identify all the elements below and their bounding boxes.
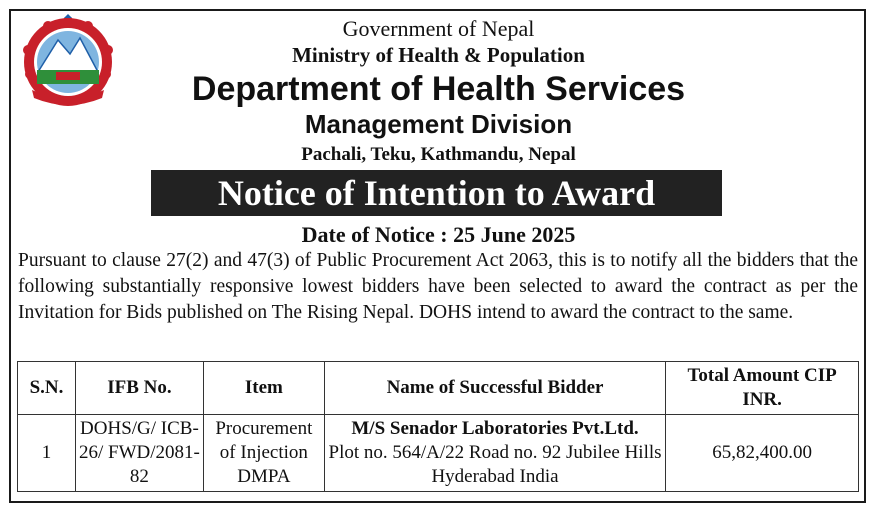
address-line: Pachali, Teku, Kathmandu, Nepal: [301, 144, 576, 165]
header-item: Item: [203, 362, 324, 415]
notice-title: Notice of Intention to Award: [151, 170, 722, 216]
header-bidder: Name of Successful Bidder: [324, 362, 665, 415]
cell-item: Procurement of Injection DMPA: [203, 415, 324, 492]
notice-date: Date of Notice : 25 June 2025: [301, 222, 576, 247]
award-table: [17, 361, 859, 492]
government-heading: Government of Nepal: [342, 16, 535, 41]
header-sn: S.N.: [18, 362, 76, 415]
header-amount: Total Amount CIP INR.: [666, 362, 859, 415]
ministry-heading: Ministry of Health & Population: [292, 43, 585, 67]
notice-paragraph: Pursuant to clause 27(2) and 47(3) of Public Procurement Act 2063, this is to notify all the bidders that the following substantially responsive lowest bidders have been selected to award the contract as per the Invitation for Bids published on The Rising Nepal. DOHS intend to award the contract to the same.: [18, 250, 858, 323]
cell-bidder: [324, 415, 665, 492]
header-ifb-no: IFB No.: [75, 362, 203, 415]
department-heading: Department of Health Services: [191, 70, 686, 108]
table-row: [18, 415, 859, 492]
bidder-name: M/S Senador Laboratories Pvt.Ltd.: [351, 418, 639, 439]
cell-ifb-no: DOHS/G/ ICB-26/ FWD/2081-82: [75, 415, 203, 492]
cell-amount: 65,82,400.00: [666, 415, 859, 492]
bidder-address: Plot no. 564/A/22 Road no. 92 Jubilee Hills Hyderabad India: [328, 442, 662, 487]
division-heading: Management Division: [304, 109, 573, 139]
table-header-row: [18, 362, 859, 415]
cell-sn: 1: [18, 415, 76, 492]
